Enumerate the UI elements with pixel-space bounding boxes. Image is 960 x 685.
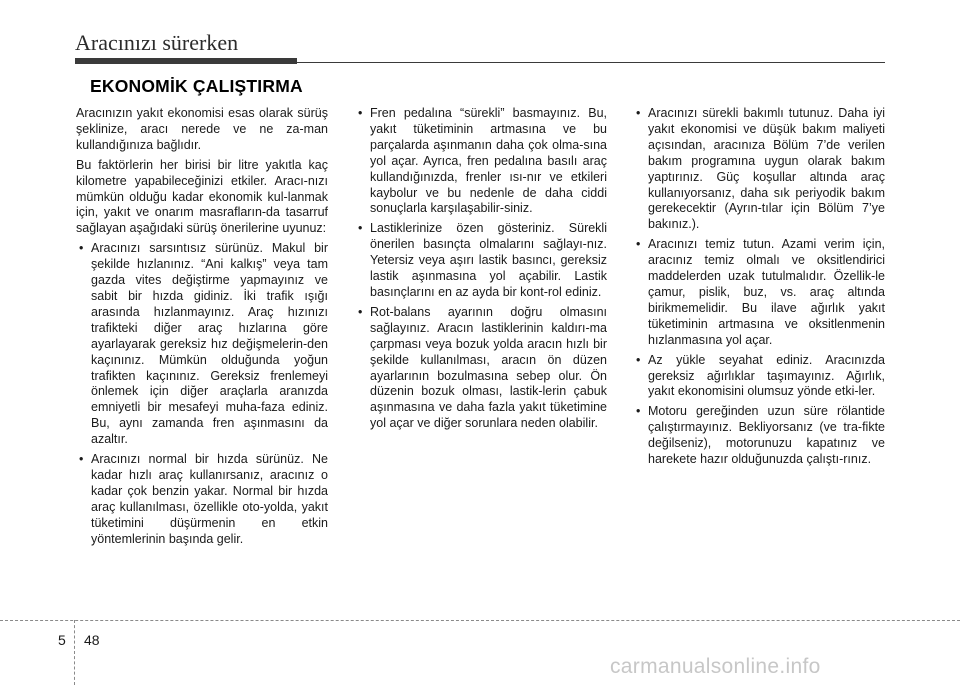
list-item: • Az yükle seyahat ediniz. Aracınızda gereksiz ağırlıklar taşımayınız. Ağırlık, yakıt ekonomisini olumsuz yönde etki-ler. — [633, 353, 885, 401]
bullet-list — [76, 241, 328, 547]
header-rule-thick — [75, 58, 297, 64]
bullet-list — [355, 106, 607, 432]
bullet-list — [633, 106, 885, 468]
list-item: • Aracınızı sarsıntısız sürünüz. Makul bir şekilde hızlanınız. “Ani kalkış” veya tam gazda vites değiştirme yapmayınız ve sabit bir hızda gidiniz. İki trafik ışığı arasında hızlanmayınız. Araç hızınızı trafikteki diğer araç hızlarına göre ayarlayarak gereksiz hız değişmelerin-den kaçınınız. Mümkün olduğunda yoğun trafikten kaçınınız. Gereksiz frenlemeyi önlemek için diğer araçlarla aranızda emniyetli bir mesafeyi muha-faza ediniz. Bu, aynı zamanda fren aşınmasını da azaltır. — [76, 241, 328, 448]
list-item: • Rot-balans ayarının doğru olmasını sağlayınız. Aracın lastiklerinin kaldırı-ma çarpması veya bozuk yolda aracın hızlı bir şekilde kullanılması, aracın ön düzen ayarlarının bozulmasına sebep olur. Ön düzenin bozuk olması, lastik-lerin çabuk aşınmasına ve daha fazla yakıt tüketimine yol açar ve diğer sorunlara neden olabilir. — [355, 305, 607, 432]
list-item: • Aracınızı temiz tutun. Azami verim için, aracınız temiz olmalı ve oksitlendirici maddelerden uzak tutulmalıdır. Özellik-le çamur, pislik, buz, vs. araç altında birikmemelidir. Bu ilave ağırlık yakıt tüketiminin artmasına ve oksitlenmenin hızlanmasına yol açar. — [633, 237, 885, 348]
list-item: • Fren pedalına “sürekli” basmayınız. Bu, yakıt tüketiminin artmasına ve bu parçalarda aşınmanın daha çok olma-sına yol açar. Ayrıca, fren pedalına basılı araç kullandığınızda, frenler ısı-nır ve etkileri kaybolur ve bu nedenle de daha ciddi sonuçlarla karşılaşabilir-siniz. — [355, 106, 607, 217]
header-rule-thin — [297, 62, 885, 63]
list-item: • Lastiklerinize özen gösteriniz. Sürekli önerilen basınçta olmalarını sağlayı-nız. Yetersiz veya aşırı lastik basıncı, gereksiz lastik aşınmasına yol açabilir. Lastik basınçlarını en az ayda bir kont-rol ediniz. — [355, 221, 607, 301]
list-item: • Motoru gereğinden uzun süre rölantide çalıştırmayınız. Bekliyorsanız (ve tra-fikte değilseniz), motorunuzu kapatınız ve harekete hazır olduğunuzda çalıştı-rınız. — [633, 404, 885, 468]
section-title: EKONOMİK ÇALIŞTIRMA — [90, 76, 303, 96]
paragraph: Aracınızın yakıt ekonomisi esas olarak sürüş şeklinize, aracı nerede ve ne za-man kullandığınıza bağlıdır. — [76, 106, 328, 152]
watermark: carmanualsonline.info — [610, 655, 821, 678]
text-column-1 — [76, 106, 328, 551]
paragraph: Bu faktörlerin her birisi bir litre yakıtla kaç kilometre yapabileceğinizi etkiler. Aracı-nızı mümkün olduğu kadar ekonomik kul-lanmak için, yakıt ve onarım masrafların-da tasarruf sağlayan aşağıdaki sürüş önerilerine uyunuz: — [76, 157, 328, 236]
footer-divider — [0, 620, 960, 621]
chapter-title: Aracınızı sürerken — [75, 30, 239, 55]
list-item: • Aracınızı sürekli bakımlı tutunuz. Daha iyi yakıt ekonomisi ve düşük bakım maliyeti açısından, aracınıza Bölüm 7’de verilen bakım programına uygun olarak bakım yaptırınız. Güç koşullar altında araç kullanıyorsanız, daha sık periyodik bakım gerekecektir (Ayrın-tılar için Bölüm 7’ye bakınız.). — [633, 106, 885, 233]
text-column-2 — [355, 106, 607, 436]
list-item: • Aracınızı normal bir hızda sürünüz. Ne kadar hızlı araç kullanırsanız, aracınız o kadar çok benzin yakar. Normal bir hızda araç kullanılması, özellikle oto-yolda, yakıt tüketimini düşürmenin en etkin yöntemlerinin başında gelir. — [76, 452, 328, 547]
text-column-3 — [633, 106, 885, 472]
footer-vertical-divider — [74, 620, 75, 685]
page-number: 48 — [84, 632, 100, 648]
chapter-number: 5 — [58, 632, 66, 648]
